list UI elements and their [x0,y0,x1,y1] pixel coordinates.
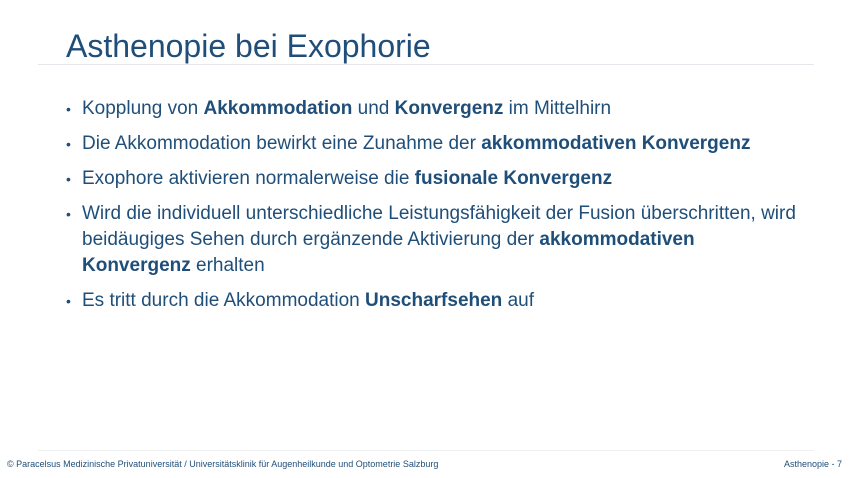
bullet-text [82,168,612,189]
bullet-marker: • [66,206,71,222]
bullet-text-emphasis: fusionale Konvergenz [414,168,613,189]
bullet-text-emphasis: Unscharfsehen [365,290,503,311]
bullet-item [64,96,804,122]
bullet-text-emphasis: akkommodativen Konvergenz [82,229,695,276]
bullet-text [82,98,611,119]
bullet-text-part: Wird die individuell unterschiedliche Leistungsfähigkeit der Fusion überschritten, wird beidäugiges Sehen durch ergänzende Aktivierung der [82,203,796,250]
bullet-text-part: im Mittelhirn [503,98,612,119]
bullet-text-emphasis: Konvergenz [394,98,504,119]
bullet-text-part: Es tritt durch die Akkommodation [82,290,366,311]
footer-divider [38,450,814,451]
bullet-text-part: Exophore aktivieren normalerweise die [82,168,415,189]
footer-copyright: © Paracelsus Medizinische Privatuniversität / Universitätsklinik für Augenheilkunde und Optometrie Salzburg [7,459,439,469]
bullet-text [82,133,750,154]
bullet-item [64,131,804,157]
bullet-text-emphasis: akkommodativen Konvergenz [481,133,751,154]
bullet-text-part: Kopplung von [82,98,204,119]
bullet-text-part: erhalten [190,255,265,276]
bullet-text-part: Die Akkommodation bewirkt eine Zunahme der [82,133,482,154]
bullet-item [64,166,804,192]
bullet-text-part: und [352,98,395,119]
bullet-marker: • [66,171,71,187]
bullet-text-part: auf [502,290,534,311]
bullet-text [82,203,796,276]
slide-title: Asthenopie bei Exophorie [66,28,431,64]
bullet-item [64,288,804,314]
bullet-list [64,96,804,323]
title-divider [38,64,814,65]
bullet-marker: • [66,293,71,309]
bullet-text [82,290,534,311]
bullet-marker: • [66,136,71,152]
bullet-marker: • [66,101,71,117]
slide-number: Asthenopie - 7 [783,459,842,469]
bullet-text-emphasis: Akkommodation [203,98,353,119]
bullet-item [64,201,804,279]
